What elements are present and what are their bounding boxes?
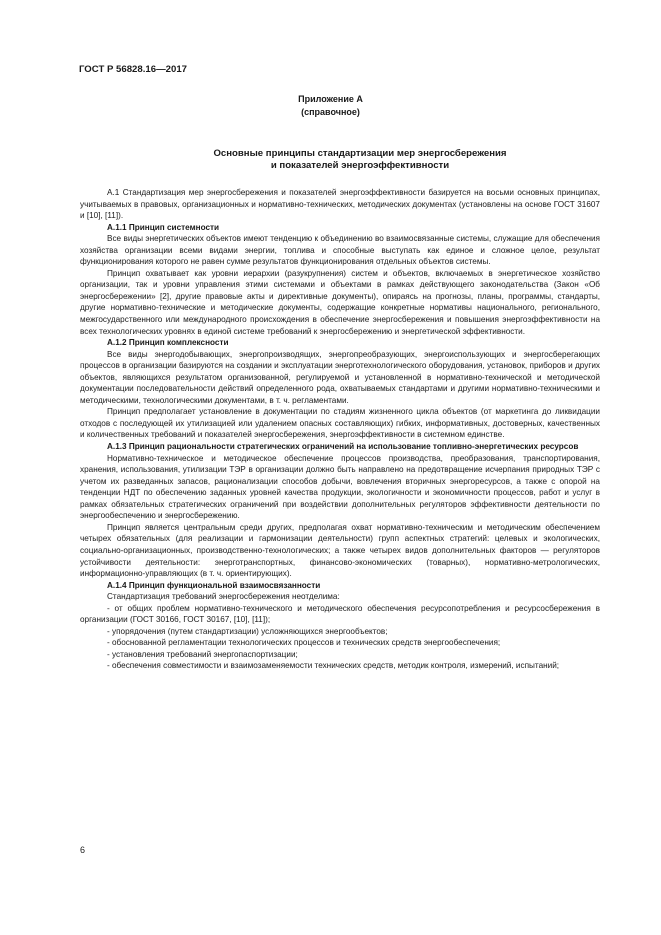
appendix-subtitle: (справочное) bbox=[301, 107, 360, 117]
heading-a13: А.1.3 Принцип рациональности стратегических ограничений на использование топливно-энергетических ресурсов bbox=[107, 442, 579, 452]
paragraph-a1: А.1 Стандартизация мер энергосбережения и показателей энергоэффективности базируется на восьми основных принципах, учитываемых в правовых, организационных и нормативно-технических, методических документах (установлены на основе ГОСТ 31607 и [10], [11]). bbox=[80, 188, 600, 221]
paragraph: Все виды энергодобывающих, энергопроизводящих, энергопреобразующих, энергоиспользующих и энергосберегающих процессов в организации базируются на создании и эксплуатации энерготехнологического оборудования, установок, приборов и других объектов, являющихся результатом организованной, регулируемой и установленной в нормативно-технической и методической документации последовательности действий определенного рода, охватываемых стандартами и другими нормативно-техническими и методическими, технологическими документами, в т. ч. регламентами. bbox=[80, 349, 600, 405]
paragraph: Стандартизация требований энергосбережения неотделима: bbox=[107, 592, 340, 602]
standard-header: ГОСТ Р 56828.16—2017 bbox=[79, 64, 188, 75]
appendix-title: Приложение А bbox=[298, 94, 363, 104]
heading-a12: А.1.2 Принцип комплексности bbox=[107, 338, 229, 348]
paragraph: Принцип предполагает установление в документации по стадиям жизненного цикла объектов (от маркетинга до ликвидации отходов с последующей их утилизацией или удалением опасных составляющих) гибких, информативных, достоверных, качественных и количественных требований и показателей энергосбережения, энергоэффективности в системном единстве. bbox=[80, 407, 600, 440]
paragraph: Все виды энергетических объектов имеют тенденцию к объединению во взаимосвязанные системы, служащие для обеспечения хозяйства организации всеми видами энергии, топлива и способные выступать как единое и сложное целое, результат функционирования которого не равен сумме результатов функционирования отдельных объектов системы. bbox=[80, 234, 600, 267]
paragraph: Принцип охватывает как уровни иерархии (разукрупнения) систем и объектов, включаемых в энергетическое хозяйство организации, так и уровни управления этими системами и объектами в рамках действующего законодательства (Закон «Об энергосбережении» [2], другие правовые акты и директивные документы), опираясь на прогнозы, планы, программы, стандарты, другие нормативно-технические и методические документы, содержащие конкретные нормативы национального, регионального, межгосударственного или международного происхождения в обеспечение энергосбережения и повышения энергоэффективности на всех технологических уровнях в единой системе требований к энергосбережению и энергетической эффективности. bbox=[80, 268, 600, 336]
list-item: - установления требований энергопаспортизации; bbox=[107, 649, 298, 659]
heading-a11: А.1.1 Принцип системности bbox=[107, 222, 220, 232]
page-number: 6 bbox=[80, 845, 86, 855]
list-item: - от общих проблем нормативно-технического и методического обеспечения ресурсопотребления и ресурсосбережения в организации (ГОСТ 30166, ГОСТ 30167, [10], [11]); bbox=[80, 603, 600, 625]
heading-a14: А.1.4 Принцип функциональной взаимосвязанности bbox=[107, 580, 321, 590]
list-item: - обеспечения совместимости и взаимозаменяемости технических средств, методик контроля, измерений, испытаний; bbox=[107, 661, 560, 671]
main-title-line1: Основные принципы стандартизации мер энергосбережения bbox=[213, 148, 507, 159]
main-title-line2: и показателей энергоэффективности bbox=[270, 160, 450, 171]
list-item: - упорядочения (путем стандартизации) усложняющихся энергообъектов; bbox=[107, 626, 388, 636]
document-body bbox=[80, 187, 600, 672]
paragraph: Нормативно-техническое и методическое обеспечение процессов производства, преобразования, транспортирования, хранения, использования, утилизации ТЭР в организации должно быть направлено на предотвращение исчерпания природных ТЭР с учетом их разведанных запасов, рационализации способов добычи, вовлечения вторичных энергоресурсов, а также с опорой на тенденции НДТ по обеспечению заданных уровней качества продукции, экологичности и экономичности процессов, работ и услуг в рамках обязательных стратегических ограничений при воздействии дополнительных регуляторов эффективности деятельности по энергообеспечению и энергосбережению. bbox=[80, 453, 600, 521]
list-item: - обоснованной регламентации технологических процессов и технических средств энергообеспечения; bbox=[107, 638, 501, 648]
main-title bbox=[120, 148, 600, 172]
paragraph: Принцип является центральным среди других, предполагая охват нормативно-техническим и методическим обеспечением четырех обязательных (для реализации и гармонизации деятельности) групп аспектных стратегий: целевых и экологических, социально-организационных, производственно-технологических; а также четырех видов дополнительных факторов — регуляторов устойчивости деятельности: энерготранспортных, финансово-экономических (товарных), нормативно-метрологических, информационно-управляющих (в т. ч. ориентирующих). bbox=[80, 522, 600, 579]
